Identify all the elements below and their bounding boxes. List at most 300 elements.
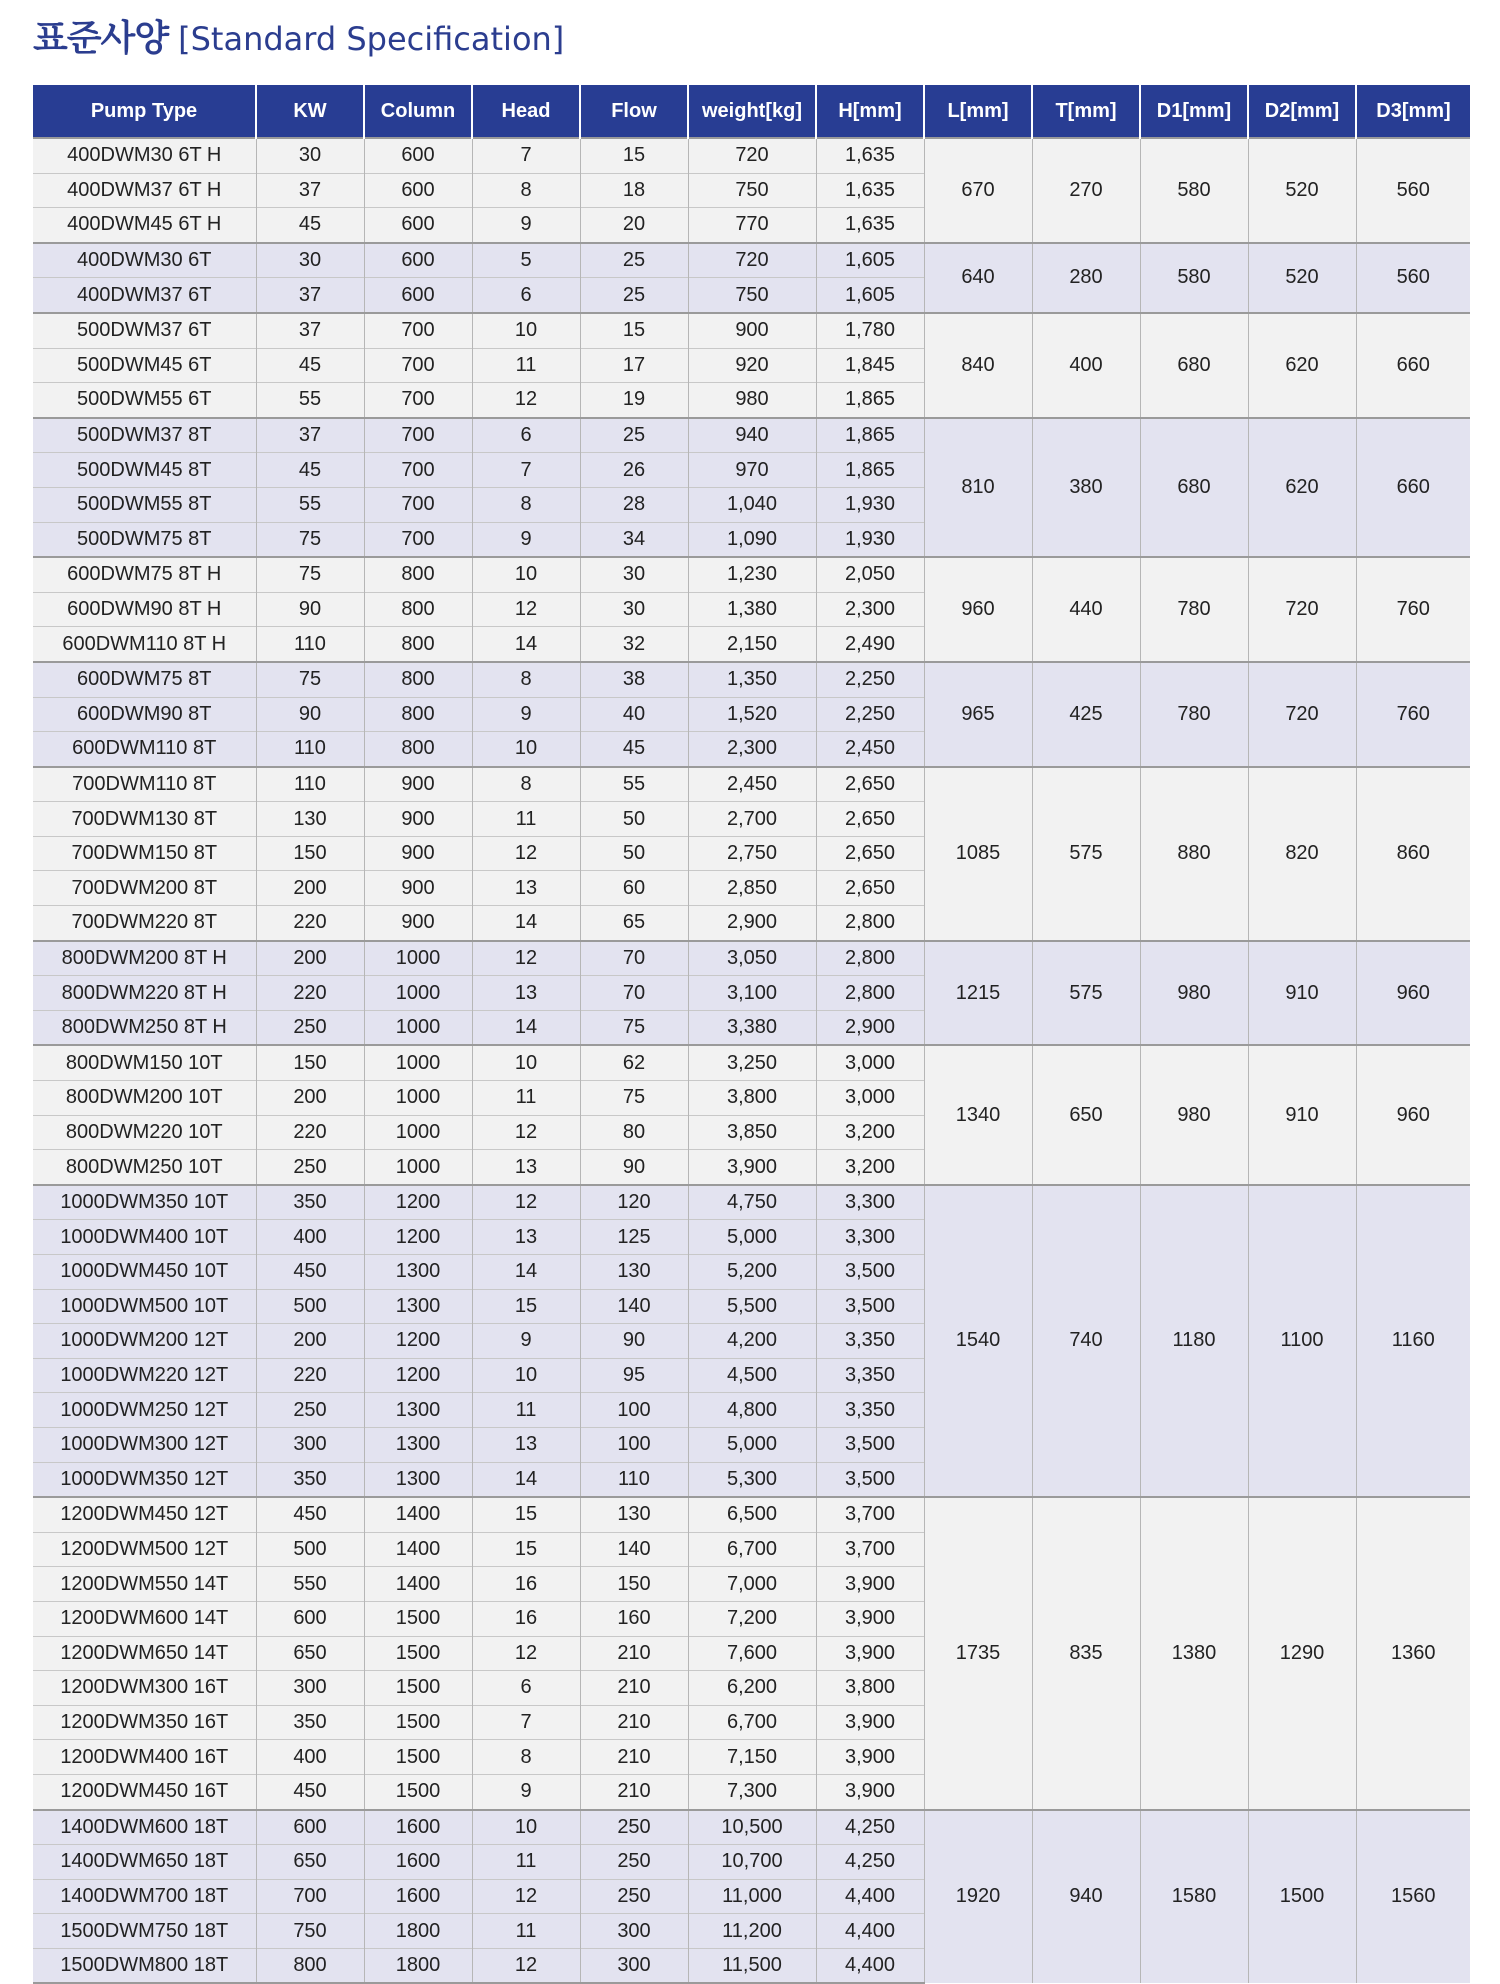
cell-kw: 37 — [256, 278, 364, 313]
cell-flow: 60 — [580, 871, 688, 906]
cell-l-mm: 1215 — [924, 941, 1032, 1046]
cell-weight: 11,000 — [688, 1879, 816, 1914]
cell-flow: 28 — [580, 487, 688, 522]
cell-weight: 10,500 — [688, 1810, 816, 1845]
cell-d2-mm: 620 — [1248, 418, 1356, 557]
cell-pump-type: 700DWM220 8T — [33, 906, 256, 941]
cell-h: 3,350 — [816, 1358, 924, 1393]
cell-flow: 250 — [580, 1810, 688, 1845]
cell-weight: 7,300 — [688, 1774, 816, 1809]
cell-flow: 125 — [580, 1220, 688, 1255]
cell-head: 15 — [472, 1497, 580, 1532]
cell-flow: 38 — [580, 662, 688, 697]
cell-d2-mm: 520 — [1248, 243, 1356, 313]
cell-flow: 160 — [580, 1601, 688, 1636]
cell-h: 2,490 — [816, 627, 924, 662]
cell-head: 6 — [472, 418, 580, 453]
cell-t-mm: 575 — [1032, 941, 1140, 1046]
cell-d2-mm: 520 — [1248, 138, 1356, 243]
cell-column: 1000 — [364, 1010, 472, 1045]
cell-weight: 1,230 — [688, 557, 816, 592]
cell-kw: 75 — [256, 557, 364, 592]
cell-column: 1300 — [364, 1393, 472, 1428]
cell-pump-type: 1200DWM350 16T — [33, 1705, 256, 1740]
cell-kw: 220 — [256, 976, 364, 1011]
cell-l-mm: 960 — [924, 557, 1032, 662]
cell-h: 1,930 — [816, 487, 924, 522]
cell-weight: 920 — [688, 348, 816, 383]
cell-h: 3,500 — [816, 1462, 924, 1497]
cell-pump-type: 1500DWM800 18T — [33, 1948, 256, 1983]
cell-head: 8 — [472, 173, 580, 208]
cell-d1-mm: 980 — [1140, 1045, 1248, 1184]
cell-h: 2,450 — [816, 732, 924, 767]
spec-table — [33, 85, 1470, 1984]
cell-d1-mm: 1580 — [1140, 1810, 1248, 1984]
cell-flow: 300 — [580, 1948, 688, 1983]
cell-weight: 750 — [688, 173, 816, 208]
table-row — [33, 418, 1470, 453]
cell-pump-type: 500DWM37 6T — [33, 313, 256, 348]
cell-d3-mm: 1560 — [1356, 1810, 1470, 1984]
cell-h: 1,845 — [816, 348, 924, 383]
cell-weight: 3,900 — [688, 1150, 816, 1185]
cell-kw: 200 — [256, 1081, 364, 1116]
cell-weight: 3,250 — [688, 1045, 816, 1080]
cell-pump-type: 800DWM250 8T H — [33, 1010, 256, 1045]
cell-l-mm: 1540 — [924, 1185, 1032, 1497]
cell-d1-mm: 1380 — [1140, 1497, 1248, 1809]
cell-t-mm: 380 — [1032, 418, 1140, 557]
cell-head: 5 — [472, 243, 580, 278]
table-row — [33, 767, 1470, 802]
cell-column: 900 — [364, 802, 472, 837]
cell-column: 1800 — [364, 1914, 472, 1949]
cell-h: 4,250 — [816, 1810, 924, 1845]
cell-pump-type: 600DWM75 8T — [33, 662, 256, 697]
cell-weight: 5,000 — [688, 1427, 816, 1462]
cell-column: 1400 — [364, 1497, 472, 1532]
cell-h: 3,800 — [816, 1671, 924, 1706]
cell-weight: 940 — [688, 418, 816, 453]
cell-l-mm: 1085 — [924, 767, 1032, 941]
cell-pump-type: 1400DWM700 18T — [33, 1879, 256, 1914]
cell-column: 800 — [364, 732, 472, 767]
cell-flow: 110 — [580, 1462, 688, 1497]
cell-d3-mm: 1160 — [1356, 1185, 1470, 1497]
cell-pump-type: 800DWM200 10T — [33, 1081, 256, 1116]
cell-head: 15 — [472, 1289, 580, 1324]
cell-column: 800 — [364, 662, 472, 697]
cell-h: 2,050 — [816, 557, 924, 592]
cell-head: 12 — [472, 1185, 580, 1220]
cell-column: 1300 — [364, 1427, 472, 1462]
cell-head: 10 — [472, 1810, 580, 1845]
cell-h: 1,635 — [816, 173, 924, 208]
cell-flow: 25 — [580, 278, 688, 313]
cell-head: 12 — [472, 836, 580, 871]
cell-flow: 130 — [580, 1255, 688, 1290]
cell-pump-type: 600DWM90 8T — [33, 697, 256, 732]
cell-head: 8 — [472, 662, 580, 697]
cell-column: 1200 — [364, 1220, 472, 1255]
cell-t-mm: 400 — [1032, 313, 1140, 418]
cell-column: 1400 — [364, 1567, 472, 1602]
cell-pump-type: 500DWM75 8T — [33, 522, 256, 557]
cell-weight: 2,900 — [688, 906, 816, 941]
cell-flow: 95 — [580, 1358, 688, 1393]
cell-weight: 3,100 — [688, 976, 816, 1011]
cell-pump-type: 500DWM45 8T — [33, 453, 256, 488]
cell-weight: 11,200 — [688, 1914, 816, 1949]
cell-t-mm: 270 — [1032, 138, 1140, 243]
cell-weight: 5,300 — [688, 1462, 816, 1497]
cell-weight: 3,800 — [688, 1081, 816, 1116]
cell-column: 700 — [364, 348, 472, 383]
cell-head: 12 — [472, 1636, 580, 1671]
cell-flow: 250 — [580, 1845, 688, 1880]
cell-flow: 210 — [580, 1740, 688, 1775]
cell-column: 1000 — [364, 1081, 472, 1116]
cell-column: 1400 — [364, 1532, 472, 1567]
cell-pump-type: 1500DWM750 18T — [33, 1914, 256, 1949]
cell-column: 700 — [364, 487, 472, 522]
cell-pump-type: 800DWM150 10T — [33, 1045, 256, 1080]
cell-head: 13 — [472, 871, 580, 906]
cell-flow: 20 — [580, 208, 688, 243]
cell-head: 11 — [472, 1914, 580, 1949]
cell-flow: 120 — [580, 1185, 688, 1220]
cell-kw: 700 — [256, 1879, 364, 1914]
cell-kw: 200 — [256, 871, 364, 906]
cell-column: 600 — [364, 243, 472, 278]
cell-pump-type: 1000DWM250 12T — [33, 1393, 256, 1428]
cell-h: 2,800 — [816, 906, 924, 941]
cell-d1-mm: 980 — [1140, 941, 1248, 1046]
cell-kw: 750 — [256, 1914, 364, 1949]
cell-h: 2,250 — [816, 697, 924, 732]
cell-flow: 150 — [580, 1567, 688, 1602]
cell-weight: 3,850 — [688, 1115, 816, 1150]
cell-head: 12 — [472, 941, 580, 976]
cell-h: 2,650 — [816, 836, 924, 871]
cell-head: 9 — [472, 208, 580, 243]
cell-pump-type: 1400DWM650 18T — [33, 1845, 256, 1880]
cell-column: 700 — [364, 522, 472, 557]
cell-flow: 210 — [580, 1671, 688, 1706]
cell-head: 11 — [472, 802, 580, 837]
cell-kw: 600 — [256, 1810, 364, 1845]
cell-h: 3,700 — [816, 1497, 924, 1532]
cell-pump-type: 400DWM30 6T H — [33, 138, 256, 173]
cell-weight: 1,520 — [688, 697, 816, 732]
cell-kw: 350 — [256, 1705, 364, 1740]
cell-h: 1,635 — [816, 208, 924, 243]
cell-pump-type: 500DWM45 6T — [33, 348, 256, 383]
cell-weight: 6,500 — [688, 1497, 816, 1532]
cell-d2-mm: 910 — [1248, 1045, 1356, 1184]
cell-column: 1000 — [364, 1150, 472, 1185]
cell-pump-type: 600DWM90 8T H — [33, 592, 256, 627]
cell-kw: 450 — [256, 1774, 364, 1809]
cell-kw: 90 — [256, 592, 364, 627]
cell-pump-type: 600DWM110 8T — [33, 732, 256, 767]
cell-pump-type: 700DWM150 8T — [33, 836, 256, 871]
column-header-weight-kg: weight[kg] — [688, 85, 816, 138]
cell-kw: 650 — [256, 1845, 364, 1880]
cell-head: 9 — [472, 522, 580, 557]
cell-h: 3,200 — [816, 1150, 924, 1185]
cell-kw: 110 — [256, 767, 364, 802]
cell-kw: 130 — [256, 802, 364, 837]
cell-head: 10 — [472, 1358, 580, 1393]
cell-kw: 250 — [256, 1010, 364, 1045]
cell-flow: 19 — [580, 383, 688, 418]
cell-d3-mm: 960 — [1356, 941, 1470, 1046]
cell-pump-type: 1200DWM400 16T — [33, 1740, 256, 1775]
cell-head: 12 — [472, 383, 580, 418]
spec-table-header — [33, 85, 1470, 138]
cell-weight: 720 — [688, 138, 816, 173]
cell-pump-type: 800DWM250 10T — [33, 1150, 256, 1185]
cell-head: 10 — [472, 313, 580, 348]
cell-weight: 2,750 — [688, 836, 816, 871]
cell-flow: 50 — [580, 836, 688, 871]
cell-h: 1,865 — [816, 383, 924, 418]
cell-weight: 970 — [688, 453, 816, 488]
cell-weight: 4,750 — [688, 1185, 816, 1220]
cell-d1-mm: 780 — [1140, 662, 1248, 767]
cell-pump-type: 1200DWM500 12T — [33, 1532, 256, 1567]
cell-flow: 90 — [580, 1150, 688, 1185]
header-row — [33, 85, 1470, 138]
cell-weight: 6,700 — [688, 1705, 816, 1740]
cell-h: 3,500 — [816, 1255, 924, 1290]
cell-pump-type: 1000DWM400 10T — [33, 1220, 256, 1255]
cell-head: 6 — [472, 278, 580, 313]
cell-column: 1600 — [364, 1879, 472, 1914]
cell-head: 9 — [472, 1324, 580, 1359]
cell-pump-type: 700DWM200 8T — [33, 871, 256, 906]
cell-flow: 80 — [580, 1115, 688, 1150]
cell-head: 8 — [472, 487, 580, 522]
cell-d1-mm: 580 — [1140, 138, 1248, 243]
cell-head: 13 — [472, 1150, 580, 1185]
cell-head: 13 — [472, 1427, 580, 1462]
cell-kw: 500 — [256, 1532, 364, 1567]
cell-weight: 6,700 — [688, 1532, 816, 1567]
cell-pump-type: 800DWM220 8T H — [33, 976, 256, 1011]
cell-kw: 110 — [256, 732, 364, 767]
cell-h: 1,865 — [816, 453, 924, 488]
table-row — [33, 1045, 1470, 1080]
cell-kw: 37 — [256, 313, 364, 348]
cell-d3-mm: 560 — [1356, 138, 1470, 243]
cell-h: 3,000 — [816, 1045, 924, 1080]
cell-pump-type: 1000DWM300 12T — [33, 1427, 256, 1462]
cell-weight: 5,200 — [688, 1255, 816, 1290]
cell-kw: 200 — [256, 941, 364, 976]
cell-flow: 50 — [580, 802, 688, 837]
cell-d2-mm: 910 — [1248, 941, 1356, 1046]
cell-d3-mm: 660 — [1356, 418, 1470, 557]
table-row — [33, 243, 1470, 278]
cell-flow: 210 — [580, 1774, 688, 1809]
cell-h: 2,800 — [816, 976, 924, 1011]
cell-h: 3,200 — [816, 1115, 924, 1150]
cell-head: 12 — [472, 1879, 580, 1914]
cell-column: 800 — [364, 592, 472, 627]
cell-column: 1500 — [364, 1671, 472, 1706]
cell-column: 700 — [364, 383, 472, 418]
cell-pump-type: 800DWM200 8T H — [33, 941, 256, 976]
cell-pump-type: 1000DWM500 10T — [33, 1289, 256, 1324]
cell-t-mm: 740 — [1032, 1185, 1140, 1497]
cell-flow: 15 — [580, 313, 688, 348]
cell-head: 8 — [472, 767, 580, 802]
cell-d3-mm: 560 — [1356, 243, 1470, 313]
column-header-l-mm: L[mm] — [924, 85, 1032, 138]
cell-flow: 140 — [580, 1532, 688, 1567]
cell-kw: 55 — [256, 383, 364, 418]
cell-kw: 37 — [256, 418, 364, 453]
cell-flow: 25 — [580, 418, 688, 453]
table-row — [33, 1185, 1470, 1220]
cell-head: 15 — [472, 1532, 580, 1567]
cell-flow: 70 — [580, 941, 688, 976]
cell-l-mm: 1735 — [924, 1497, 1032, 1809]
cell-head: 14 — [472, 906, 580, 941]
table-row — [33, 662, 1470, 697]
cell-h: 1,605 — [816, 278, 924, 313]
cell-head: 9 — [472, 697, 580, 732]
cell-pump-type: 500DWM55 8T — [33, 487, 256, 522]
cell-flow: 34 — [580, 522, 688, 557]
cell-flow: 30 — [580, 592, 688, 627]
cell-column: 1500 — [364, 1740, 472, 1775]
cell-weight: 6,200 — [688, 1671, 816, 1706]
cell-flow: 75 — [580, 1081, 688, 1116]
cell-flow: 100 — [580, 1393, 688, 1428]
page-title-korean: 표준사양 — [33, 18, 169, 59]
cell-d2-mm: 1290 — [1248, 1497, 1356, 1809]
cell-h: 3,500 — [816, 1289, 924, 1324]
cell-d2-mm: 1100 — [1248, 1185, 1356, 1497]
cell-head: 8 — [472, 1740, 580, 1775]
cell-pump-type: 1000DWM200 12T — [33, 1324, 256, 1359]
cell-column: 1600 — [364, 1845, 472, 1880]
cell-column: 900 — [364, 836, 472, 871]
cell-h: 2,800 — [816, 941, 924, 976]
spec-table-body — [33, 138, 1470, 1983]
cell-flow: 26 — [580, 453, 688, 488]
cell-head: 11 — [472, 1081, 580, 1116]
cell-kw: 90 — [256, 697, 364, 732]
cell-weight: 3,380 — [688, 1010, 816, 1045]
page-title-english: [Standard Specification] — [178, 20, 565, 58]
cell-h: 1,780 — [816, 313, 924, 348]
column-header-column: Column — [364, 85, 472, 138]
cell-h: 2,250 — [816, 662, 924, 697]
cell-column: 1300 — [364, 1255, 472, 1290]
cell-flow: 140 — [580, 1289, 688, 1324]
cell-pump-type: 700DWM130 8T — [33, 802, 256, 837]
cell-d3-mm: 760 — [1356, 662, 1470, 767]
cell-column: 900 — [364, 906, 472, 941]
cell-h: 3,350 — [816, 1324, 924, 1359]
cell-pump-type: 1200DWM450 16T — [33, 1774, 256, 1809]
cell-head: 12 — [472, 1115, 580, 1150]
cell-flow: 210 — [580, 1705, 688, 1740]
cell-flow: 30 — [580, 557, 688, 592]
table-row — [33, 1810, 1470, 1845]
cell-pump-type: 800DWM220 10T — [33, 1115, 256, 1150]
cell-pump-type: 400DWM30 6T — [33, 243, 256, 278]
cell-h: 2,650 — [816, 871, 924, 906]
cell-kw: 550 — [256, 1567, 364, 1602]
cell-kw: 45 — [256, 348, 364, 383]
cell-weight: 2,300 — [688, 732, 816, 767]
cell-weight: 11,500 — [688, 1948, 816, 1983]
cell-t-mm: 575 — [1032, 767, 1140, 941]
cell-kw: 450 — [256, 1255, 364, 1290]
cell-h: 3,900 — [816, 1567, 924, 1602]
cell-column: 600 — [364, 208, 472, 243]
cell-flow: 65 — [580, 906, 688, 941]
cell-l-mm: 840 — [924, 313, 1032, 418]
cell-weight: 720 — [688, 243, 816, 278]
cell-h: 2,650 — [816, 767, 924, 802]
cell-column: 600 — [364, 173, 472, 208]
cell-pump-type: 1400DWM600 18T — [33, 1810, 256, 1845]
cell-h: 2,650 — [816, 802, 924, 837]
cell-h: 1,635 — [816, 138, 924, 173]
cell-head: 6 — [472, 1671, 580, 1706]
cell-flow: 70 — [580, 976, 688, 1011]
cell-flow: 300 — [580, 1914, 688, 1949]
cell-column: 800 — [364, 627, 472, 662]
cell-weight: 1,380 — [688, 592, 816, 627]
cell-d1-mm: 680 — [1140, 418, 1248, 557]
cell-h: 3,500 — [816, 1427, 924, 1462]
cell-head: 12 — [472, 592, 580, 627]
cell-column: 700 — [364, 313, 472, 348]
cell-h: 1,930 — [816, 522, 924, 557]
cell-kw: 110 — [256, 627, 364, 662]
cell-column: 800 — [364, 557, 472, 592]
cell-column: 1600 — [364, 1810, 472, 1845]
cell-pump-type: 500DWM37 8T — [33, 418, 256, 453]
table-row — [33, 138, 1470, 173]
cell-weight: 4,200 — [688, 1324, 816, 1359]
cell-h: 3,350 — [816, 1393, 924, 1428]
cell-kw: 350 — [256, 1185, 364, 1220]
cell-kw: 200 — [256, 1324, 364, 1359]
cell-flow: 250 — [580, 1879, 688, 1914]
cell-flow: 18 — [580, 173, 688, 208]
cell-kw: 220 — [256, 1358, 364, 1393]
cell-column: 900 — [364, 767, 472, 802]
table-row — [33, 313, 1470, 348]
cell-weight: 1,040 — [688, 487, 816, 522]
cell-l-mm: 965 — [924, 662, 1032, 767]
cell-weight: 5,500 — [688, 1289, 816, 1324]
cell-weight: 7,000 — [688, 1567, 816, 1602]
cell-column: 1300 — [364, 1289, 472, 1324]
cell-column: 1500 — [364, 1774, 472, 1809]
cell-head: 9 — [472, 1774, 580, 1809]
cell-pump-type: 1000DWM220 12T — [33, 1358, 256, 1393]
